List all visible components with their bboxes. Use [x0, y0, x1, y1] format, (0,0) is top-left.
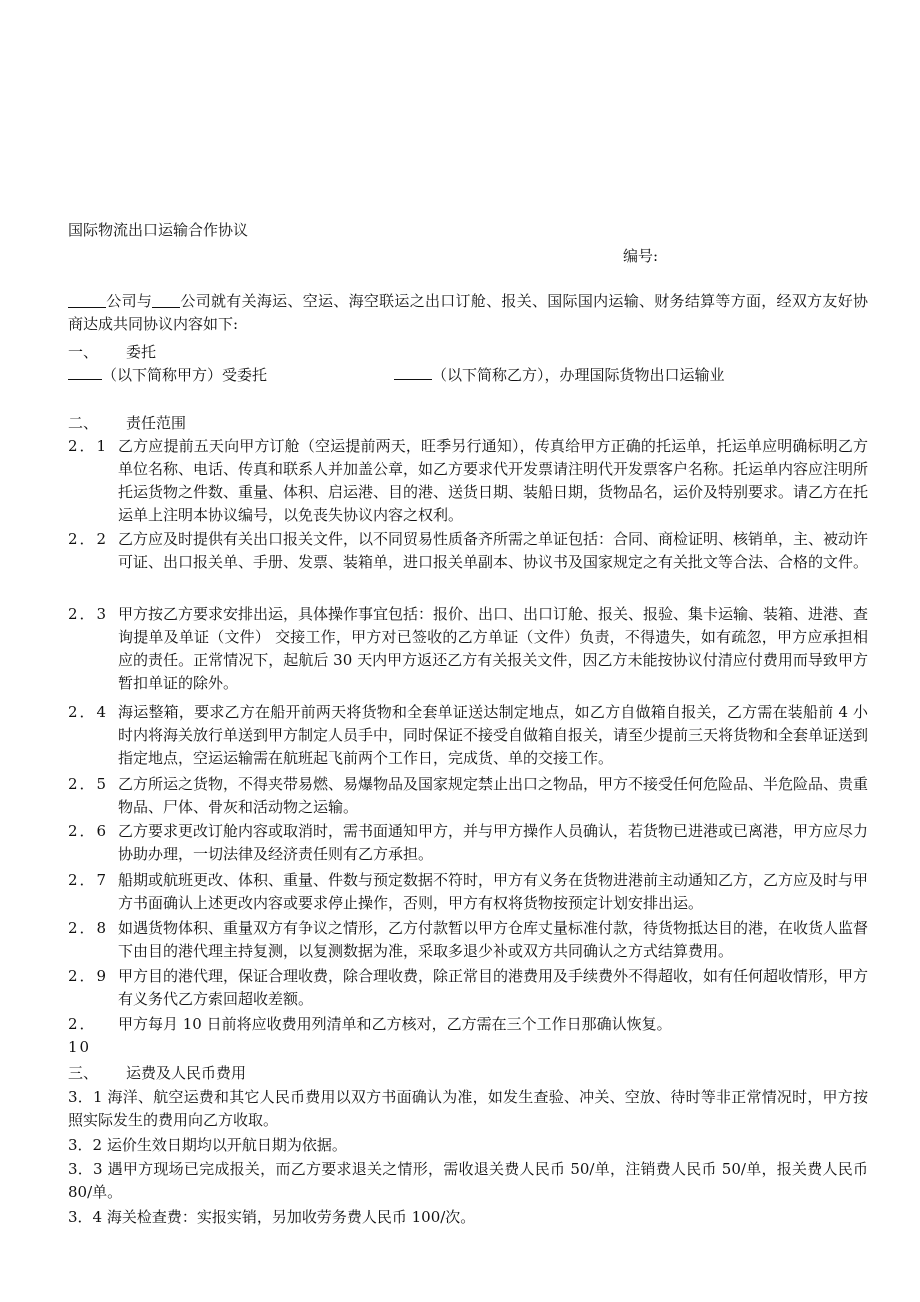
- clause-text: 甲方每月 10 日前将应收费用列清单和乙方核对，乙方需在三个工作日那确认恢复。: [118, 1015, 672, 1033]
- clause-number: 2．4: [68, 703, 109, 721]
- item-3-1: 3．1 海洋、航空运费和其它人民币费用以双方书面确认为准，如发生查验、冲关、空放、待时等非正常情况时，甲方按照实际发生的费用向乙方收取。: [68, 1088, 868, 1129]
- party-b-text: （以下简称乙方），办理国际货物出口运输业: [432, 366, 725, 384]
- section-1-parties: [68, 364, 868, 387]
- section-3-number: 三、: [68, 1064, 99, 1082]
- clause-number: 2．10: [68, 1015, 97, 1056]
- clause-number: 2．3: [68, 605, 109, 623]
- clause-2-1: [68, 435, 868, 527]
- clause-number: 2．7: [68, 871, 109, 889]
- section-1-heading: [68, 341, 868, 364]
- document-title: 国际物流出口运输合作协议: [68, 221, 249, 239]
- section-1-title: 委托: [126, 343, 157, 361]
- clause-2-8: [68, 917, 868, 963]
- section-3-heading: [68, 1062, 868, 1085]
- clause-text: 甲方按乙方要求安排出运，具体操作事宜包括：报价、出口、出口订舱、报关、报验、集卡运输、装箱、进港、查询提单及单证（文件） 交接工作，甲方对已签收的乙方单证（文件）负责，不得遗失，如有疏忽，甲方应承担相应的责任。正常情况下，起航后 30 天内甲方返还乙方有关报关文件，因乙方未能按协议付清应付费用而导致甲方暂扣单证的除外。: [118, 605, 869, 692]
- section-2-title: 责任范围: [126, 414, 187, 432]
- clause-2-7: [68, 869, 868, 915]
- clause-number: 2．6: [68, 822, 109, 840]
- section-3-title: 运费及人民币费用: [126, 1064, 247, 1082]
- blank-party-a: [68, 364, 102, 380]
- blank-company-a: [68, 292, 106, 308]
- clause-number: 2．9: [68, 967, 109, 985]
- section-2-heading: [68, 412, 868, 435]
- clause-2-5: [68, 773, 868, 819]
- clause-2-10: [68, 1013, 868, 1059]
- section-1-number: 一、: [68, 343, 99, 361]
- clause-text: 海运整箱，要求乙方在船开前两天将货物和全套单证送达制定地点，如乙方自做箱自报关，乙方需在装船前 4 小时内将海关放行单送到甲方制定人员手中，同时保证不接受自做箱自报关，请至少提前三天将货物和全套单证送到指定地点，空运运输需在航班起飞前两个工作日，完成货、单的交接工作。: [118, 703, 869, 767]
- clause-2-6: [68, 820, 868, 866]
- blank-company-b: [152, 292, 180, 308]
- clause-number: 2．8: [68, 919, 109, 937]
- clause-text: 甲方目的港代理，保证合理收费，除合理收费，除正常目的港费用及手续费外不得超收，如有任何超收情形，甲方有义务代乙方索回超收差额。: [118, 967, 869, 1008]
- clause-2-4: [68, 701, 868, 770]
- clause-text: 乙方应及时提供有关出口报关文件，以不同贸易性质备齐所需之单证包括：合同、商检证明、核销单，主、被动许可证、出口报关单、手册、发票、装箱单，进口报关单副本、协议书及国家规定之有关批文等合法、合格的文件。: [118, 530, 869, 571]
- clause-text: 乙方所运之货物，不得夹带易燃、易爆物品及国家规定禁止出口之物品，甲方不接受任何危险品、半危险品、贵重物品、尸体、骨灰和活动物之运输。: [118, 775, 869, 816]
- party-a-text: （以下简称甲方）受委托: [102, 366, 268, 384]
- blank-party-b: [394, 364, 432, 380]
- document-number-label: 编号:: [623, 247, 659, 265]
- section-2-number: 二、: [68, 414, 99, 432]
- clause-number: 2．2: [68, 530, 109, 548]
- intro-text-1: 公司与: [106, 292, 153, 310]
- clause-2-9: [68, 965, 868, 1011]
- intro-paragraph: [68, 290, 868, 336]
- item-3-4: 3．4 海关检查费：实报实销，另加收劳务费人民币 100/次。: [68, 1208, 476, 1226]
- clause-text: 乙方要求更改订舱内容或取消时，需书面通知甲方，并与甲方操作人员确认，若货物已进港或已离港，甲方应尽力协助办理，一切法律及经济责任则有乙方承担。: [118, 822, 869, 863]
- item-3-2: 3．2 运价生效日期均以开航日期为依据。: [68, 1136, 347, 1154]
- intro-text-2: 公司就有关海运、空运、海空联运之出口订舱、报关、国际国内运输、财务结算等方面，经双方友好协商达成共同协议内容如下:: [68, 292, 868, 333]
- clause-2-2: [68, 528, 868, 574]
- clause-text: 船期或航班更改、体积、重量、件数与预定数据不符时，甲方有义务在货物进港前主动通知乙方，乙方应及时与甲方书面确认上述更改内容或要求停止操作，否则，甲方有权将货物按预定计划安排出运。: [118, 871, 869, 912]
- clause-text: 乙方应提前五天向甲方订舱（空运提前两天，旺季另行通知），传真给甲方正确的托运单，托运单应明确标明乙方单位名称、电话、传真和联系人并加盖公章，如乙方要求代开发票请注明代开发票客户名称。托运单内容应注明所托运货物之件数、重量、体积、启运港、目的港、送货日期、装船日期，货物品名，运价及特别要求。请乙方在托运单上注明本协议编号，以免丧失协议内容之权利。: [118, 437, 869, 524]
- item-3-3: 3．3 遇甲方现场已完成报关，而乙方要求退关之情形，需收退关费人民币 50/单，注销费人民币 50/单，报关费人民币 80/单。: [68, 1160, 868, 1201]
- clause-2-3: [68, 603, 868, 695]
- clause-text: 如遇货物体积、重量双方有争议之情形，乙方付款暂以甲方仓库丈量标准付款，待货物抵达目的港，在收货人监督下由目的港代理主持复测，以复测数据为准，采取多退少补或双方共同确认之方式结算费用。: [118, 919, 869, 960]
- clause-number: 2．1: [68, 437, 109, 455]
- clause-number: 2．5: [68, 775, 109, 793]
